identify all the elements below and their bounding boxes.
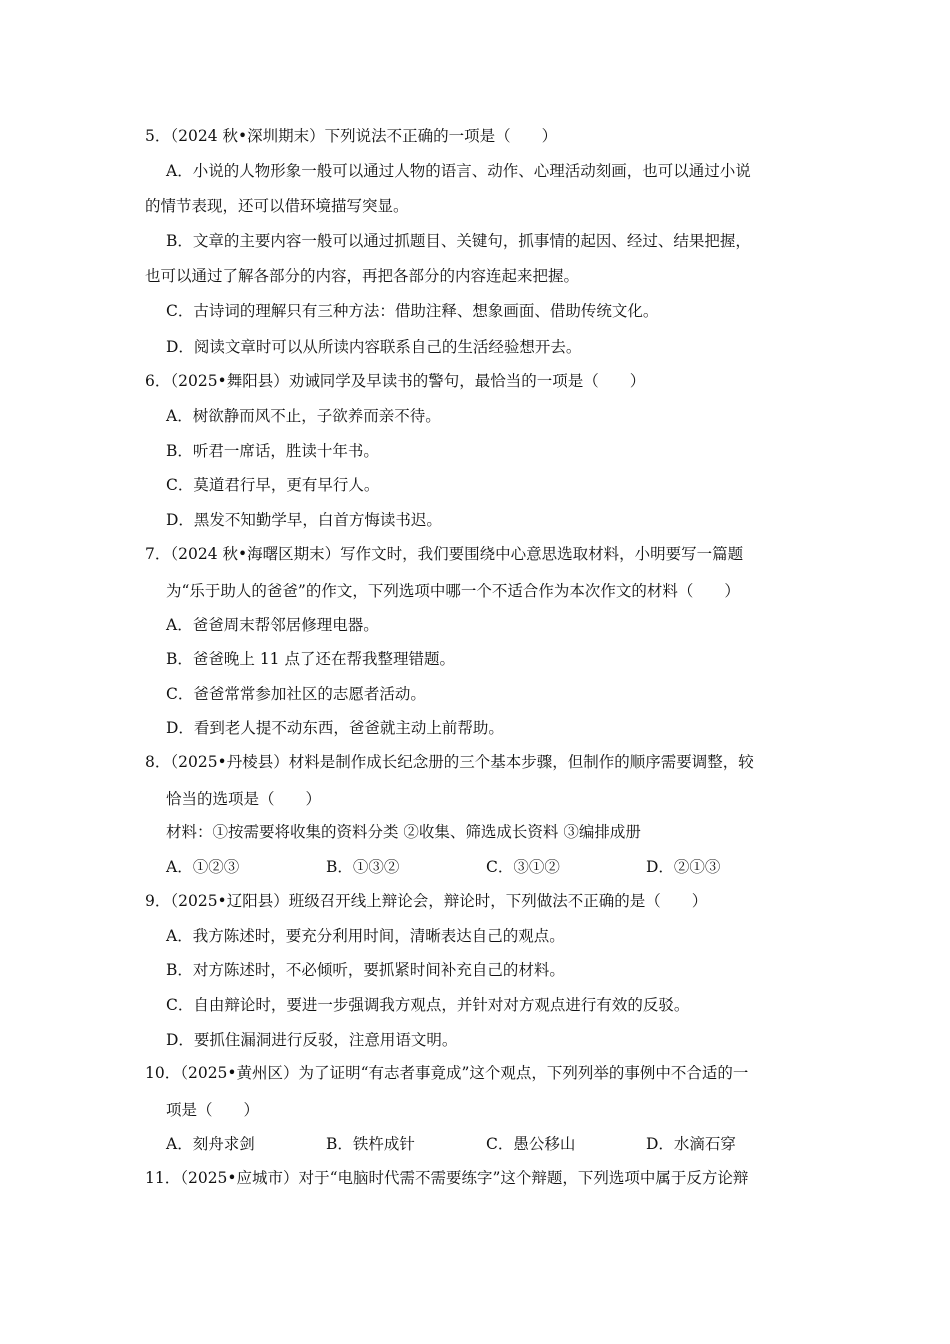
q9-option-c: C．自由辩论时，要进一步强调我方观点，并针对对方观点进行有效的反驳。 [166, 996, 690, 1014]
q9-stem: 9．（2025•辽阳县）班级召开线上辩论会，辩论时，下列做法不正确的是（ ） [145, 892, 708, 910]
q10-stem-cont: 项是（ ） [166, 1101, 260, 1119]
q9-option-a: A．我方陈述时，要充分利用时间，清晰表达自己的观点。 [166, 927, 565, 945]
q8-option-b: B．①③② [326, 858, 400, 876]
q8-option-d: D．②①③ [646, 858, 721, 876]
q7-option-c: C．爸爸常常参加社区的志愿者活动。 [166, 685, 426, 703]
q7-stem-cont: 为“乐于助人的爸爸”的作文，下列选项中哪一个不适合作为本次作文的材料（ ） [166, 582, 740, 600]
q8-stem: 8．（2025•丹棱县）材料是制作成长纪念册的三个基本步骤，但制作的顺序需要调整，较 [145, 753, 754, 771]
q10-option-c: C．愚公移山 [486, 1135, 576, 1153]
q5-option-a: A．小说的人物形象一般可以通过人物的语言、动作、心理活动刻画，也可以通过小说 [166, 162, 751, 180]
q6-option-d: D．黑发不知勤学早，白首方悔读书迟。 [166, 511, 442, 529]
q5-stem: 5．（2024 秋•深圳期末）下列说法不正确的一项是（ ） [145, 127, 558, 145]
q5-option-b-cont: 也可以通过了解各部分的内容，再把各部分的内容连起来把握。 [145, 267, 580, 285]
q9-option-d: D．要抓住漏洞进行反驳，注意用语文明。 [166, 1031, 458, 1049]
q8-options-row [166, 856, 806, 878]
q10-option-b: B．铁杵成针 [326, 1135, 415, 1153]
q8-option-a: A．①②③ [166, 858, 240, 876]
q7-option-d: D．看到老人提不动东西，爸爸就主动上前帮助。 [166, 719, 504, 737]
q8-material: 材料：①按需要将收集的资料分类 ②收集、筛选成长资料 ③编排成册 [166, 823, 641, 841]
q6-option-b: B．听君一席话，胜读十年书。 [166, 442, 379, 460]
q8-option-c: C．③①② [486, 858, 560, 876]
q7-option-a: A．爸爸周末帮邻居修理电器。 [166, 616, 379, 634]
q10-option-a: A．刻舟求剑 [166, 1135, 255, 1153]
q11-stem: 11．（2025•应城市）对于“电脑时代需不需要练字”这个辩题，下列选项中属于反方论辩 [145, 1169, 749, 1187]
q7-stem: 7．（2024 秋•海曙区期末）写作文时，我们要围绕中心意思选取材料，小明要写一篇题 [145, 545, 744, 563]
q10-stem: 10．（2025•黄州区）为了证明“有志者事竟成”这个观点，下列列举的事例中不合适的一 [145, 1064, 749, 1082]
q7-option-b: B．爸爸晚上 11 点了还在帮我整理错题。 [166, 650, 455, 668]
q5-option-b: B．文章的主要内容一般可以通过抓题目、关键句，抓事情的起因、经过、结果把握， [166, 232, 751, 250]
q5-option-c: C．古诗词的理解只有三种方法：借助注释、想象画面、借助传统文化。 [166, 302, 659, 320]
q8-stem-cont: 恰当的选项是（ ） [166, 790, 322, 808]
q10-option-d: D．水滴石穿 [646, 1135, 736, 1153]
q10-options-row [166, 1133, 806, 1155]
q6-option-c: C．莫道君行早，更有早行人。 [166, 476, 380, 494]
q6-option-a: A．树欲静而风不止，子欲养而亲不待。 [166, 407, 441, 425]
q5-option-d: D．阅读文章时可以从所读内容联系自己的生活经验想开去。 [166, 338, 582, 356]
q5-option-a-cont: 的情节表现，还可以借环境描写突显。 [145, 197, 409, 215]
q9-option-b: B．对方陈述时，不必倾听，要抓紧时间补充自己的材料。 [166, 961, 565, 979]
q6-stem: 6．（2025•舞阳县）劝诫同学及早读书的警句，最恰当的一项是（ ） [145, 372, 646, 390]
